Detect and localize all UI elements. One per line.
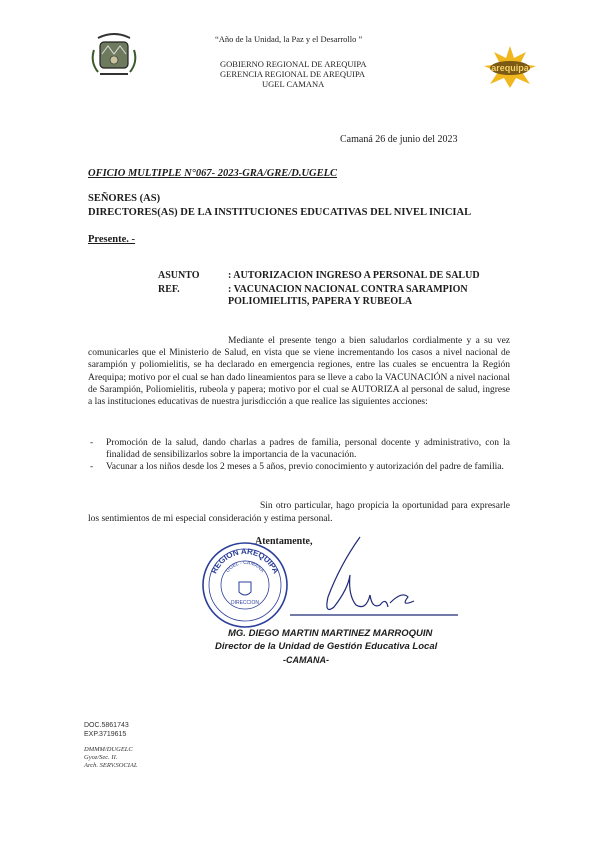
recipient-line-2: DIRECTORES(AS) DE LA INSTITUCIONES EDUCATIVAS DEL NIVEL INICIAL [88, 207, 472, 218]
stamp-center-text: DIRECCION [230, 600, 260, 606]
svg-text:UGEL - CAMANA [225, 560, 266, 574]
regards: Atentamente, [255, 536, 313, 547]
oficio-number: OFICIO MULTIPLE N°067- 2023-GRA/GRE/D.UGELC [88, 168, 338, 179]
signatory-name: MG. DIEGO MARTIN MARTINEZ MARROQUIN [228, 628, 433, 639]
closing-paragraph: Sin otro particular, hago propicia la oportunidad para expresarle los sentimientos de mi especial consideración y estima personal. [88, 501, 510, 524]
stamp-top-text: REGION AREQUIPA [209, 546, 281, 576]
exp-code: EXP.3719615 [84, 730, 127, 738]
initials-line: DMMM/DUGELC [84, 746, 133, 753]
arequipa-sun-logo-icon [480, 44, 540, 90]
stamp-inner-text: UGEL - CAMANA [224, 559, 266, 574]
list-item: - Promoción de la salud, dando charlas a padres de familia, personal docente y administrativo, con la finalidad de sensibilizarlos sobre la importancia de la vacunación. [88, 437, 510, 461]
org-line: UGEL CAMANA [262, 79, 325, 89]
signatory-title: Director de la Unidad de Gestión Educativa Local [215, 641, 438, 652]
letter-body: Mediante el presente tengo a bien saludarlos cordialmente y a su vez comunicarles que el Ministerio de Salud, en vista que se viene incrementando los casos a nivel nacional de sarampión y poliomielitis, se ha declarado en emergencia regiones, entre las cuales se encuentra la Región Arequipa; motivo por el cual se han dado lineamientos para se lleve a cabo la VACUNACIÓN a nivel nacional de Sarampión, Poliomielitis, rubeola y papera; motivo por el cual se AUTORIZA al personal de salud, ingrese a las instituciones educativas de nuestra jurisdicción a que realice las siguientes acciones: [88, 336, 510, 408]
initials-line: Gyoz/Sec. II. [84, 754, 118, 761]
ref-value: : VACUNACION NACIONAL CONTRA SARAMPION POLIOMIELITIS, PAPERA Y RUBEOLA [228, 284, 468, 307]
org-line: GOBIERNO REGIONAL DE AREQUIPA [220, 59, 367, 69]
org-header [220, 59, 366, 89]
doc-code: DOC.5861743 [84, 722, 129, 729]
right-logo [480, 44, 540, 90]
handwritten-signature [290, 535, 460, 630]
asunto-value: : AUTORIZACION INGRESO A PERSONAL DE SALUD [228, 270, 480, 281]
seal-stamp-icon [200, 540, 290, 630]
ref-label: REF. [158, 284, 180, 295]
org-line: GERENCIA REGIONAL DE AREQUIPA [220, 69, 366, 79]
reference-initials [84, 746, 138, 770]
letter-date: Camaná 26 de junio del 2023 [340, 134, 458, 145]
document-codes [84, 722, 129, 739]
list-item: - Vacunar a los niños desde los 2 meses a 5 años, previo conocimiento y autorización del padre de familia. [88, 461, 510, 473]
presente-label: Presente. - [88, 234, 136, 245]
signatory-place: -CAMANA- [283, 655, 329, 665]
right-logo-text: arequipa [491, 63, 529, 73]
left-logo [88, 30, 140, 82]
actions-list [88, 437, 510, 474]
recipient-line-1: SEÑORES (AS) [88, 193, 161, 204]
official-stamp [200, 540, 290, 630]
initials-line: Arch. SERV.SOCIAL [84, 762, 138, 769]
year-motto: “Año de la Unidad, la Paz y el Desarrollo ” [215, 34, 363, 44]
asunto-label: ASUNTO [158, 270, 200, 281]
signature-icon [290, 535, 460, 630]
coat-of-arms-icon [88, 30, 140, 82]
